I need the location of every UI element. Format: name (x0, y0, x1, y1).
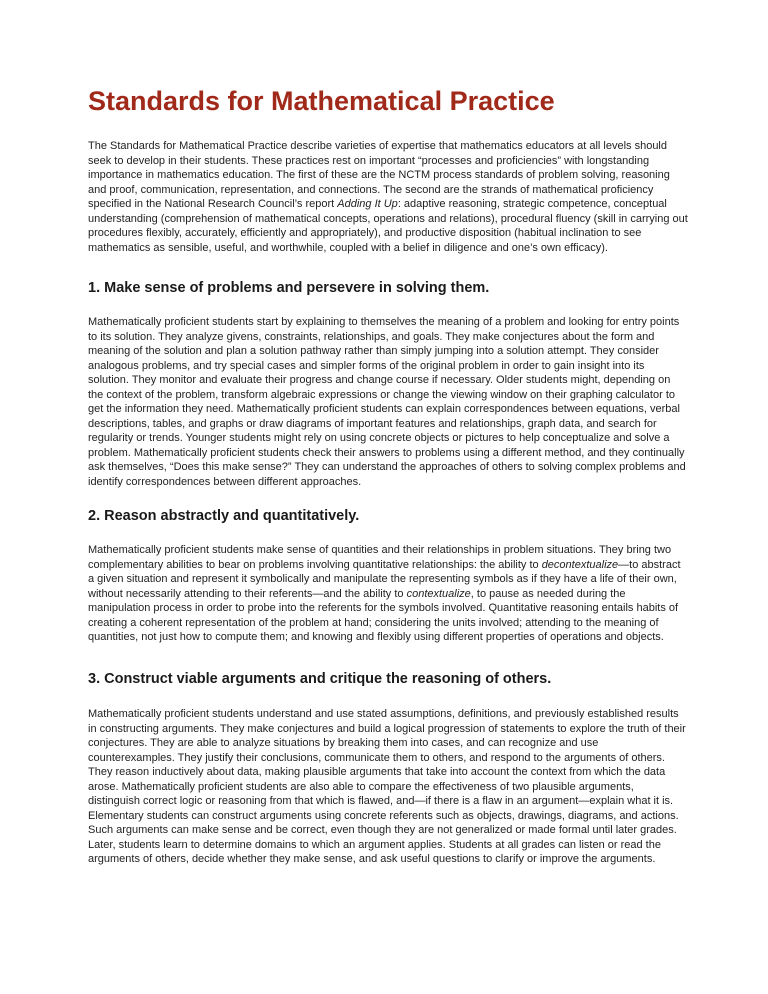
section-2-text-part-1: Mathematically proficient students make sense of quantities and their relationships in problem situations. They bring two complementary abilities to bear on problems involving quantitative relationships: the ability to (88, 544, 672, 571)
section-1-heading: 1. Make sense of problems and persevere in solving them. (88, 280, 490, 296)
section-2-heading: 2. Reason abstractly and quantitatively. (88, 508, 360, 524)
page-title: Standards for Mathematical Practice (88, 86, 555, 116)
intro-text-part-1: The Standards for Mathematical Practice describe varieties of expertise that mathematics educators at all levels should seek to develop in their students. These practices rest on important “processes and proficiencies” with longstanding importance in mathematics education. The first of these are the NCTM process standards of problem solving, reasoning and proof, communication, representation, and connections. The second are the strands of mathematical proficiency specified in the National Research Council’s report (88, 140, 670, 211)
section-3-heading: 3. Construct viable arguments and critique the reasoning of others. (88, 671, 552, 687)
report-title: Adding It Up (337, 198, 398, 211)
contextualize-term: contextualize (406, 587, 471, 600)
section-2-body (88, 543, 688, 645)
section-2-text-part-3: , to pause as needed during the manipulation process in order to probe into the referents for the symbols involved. Quantitative reasoning entails habits of creating a coherent representation of the problem at hand; considering the units involved; attending to the meaning of quantities, not just how to compute them; and knowing and flexibly using different properties of operations and objects. (88, 587, 679, 644)
section-1-body: Mathematically proficient students start by explaining to themselves the meaning of a problem and looking for entry points to its solution. They analyze givens, constraints, relationships, and goals. They make conjectures about the form and meaning of the solution and plan a solution pathway rather than simply jumping into a solution attempt. They consider analogous problems, and try special cases and simpler forms of the original problem in order to gain insight into its solution. They monitor and evaluate their progress and change course if necessary. Older students might, depending on the context of the problem, transform algebraic expressions or change the viewing window on their graphing calculator to get the information they need. Mathematically proficient students can explain correspondences between equations, verbal descriptions, tables, and graphs or draw diagrams of important features and relationships, graph data, and search for regularity or trends. Younger students might rely on using concrete objects or pictures to help conceptualize and solve a problem. Mathematically proficient students check their answers to problems using a different method, and they continually ask themselves, “Does this make sense?” They can understand the approaches of others to solving complex problems and identify correspondences between different approaches. (88, 316, 686, 489)
intro-text-part-2: : adaptive reasoning, strategic competence, conceptual understanding (comprehension of mathematical concepts, operations and relations), procedural fluency (skill in carrying out procedures flexibly, accurately, efficiently and appropriately), and productive disposition (habitual inclination to see mathematics as sensible, useful, and worthwhile, coupled with a belief in diligence and one’s own efficacy). (88, 198, 688, 254)
section-3-body: Mathematically proficient students understand and use stated assumptions, definitions, and previously established results in constructing arguments. They make conjectures and build a logical progression of statements to explore the truth of their conjectures. They are able to analyze situations by breaking them into cases, and can recognize and use counterexamples. They justify their conclusions, communicate them to others, and respond to the arguments of others. They reason inductively about data, making plausible arguments that take into account the context from which the data arose. Mathematically proficient students are also able to compare the effectiveness of two plausible arguments, distinguish correct logic or reasoning from that which is flawed, and—if there is a flaw in an argument—explain what it is. Elementary students can construct arguments using concrete referents such as objects, drawings, diagrams, and actions. Such arguments can make sense and be correct, even though they are not generalized or made formal until later grades. Later, students learn to determine domains to which an argument applies. Students at all grades can listen or read the arguments of others, decide whether they make sense, and ask useful questions to clarify or improve the arguments. (88, 708, 686, 866)
intro-paragraph (88, 139, 688, 255)
section-2-text-part-2: —to abstract a given situation and represent it symbolically and manipulate the representing symbols as if they have a life of their own, without necessarily attending to their referents—and the ability to (88, 558, 681, 600)
decontextualize-term: decontextualize (541, 558, 619, 571)
